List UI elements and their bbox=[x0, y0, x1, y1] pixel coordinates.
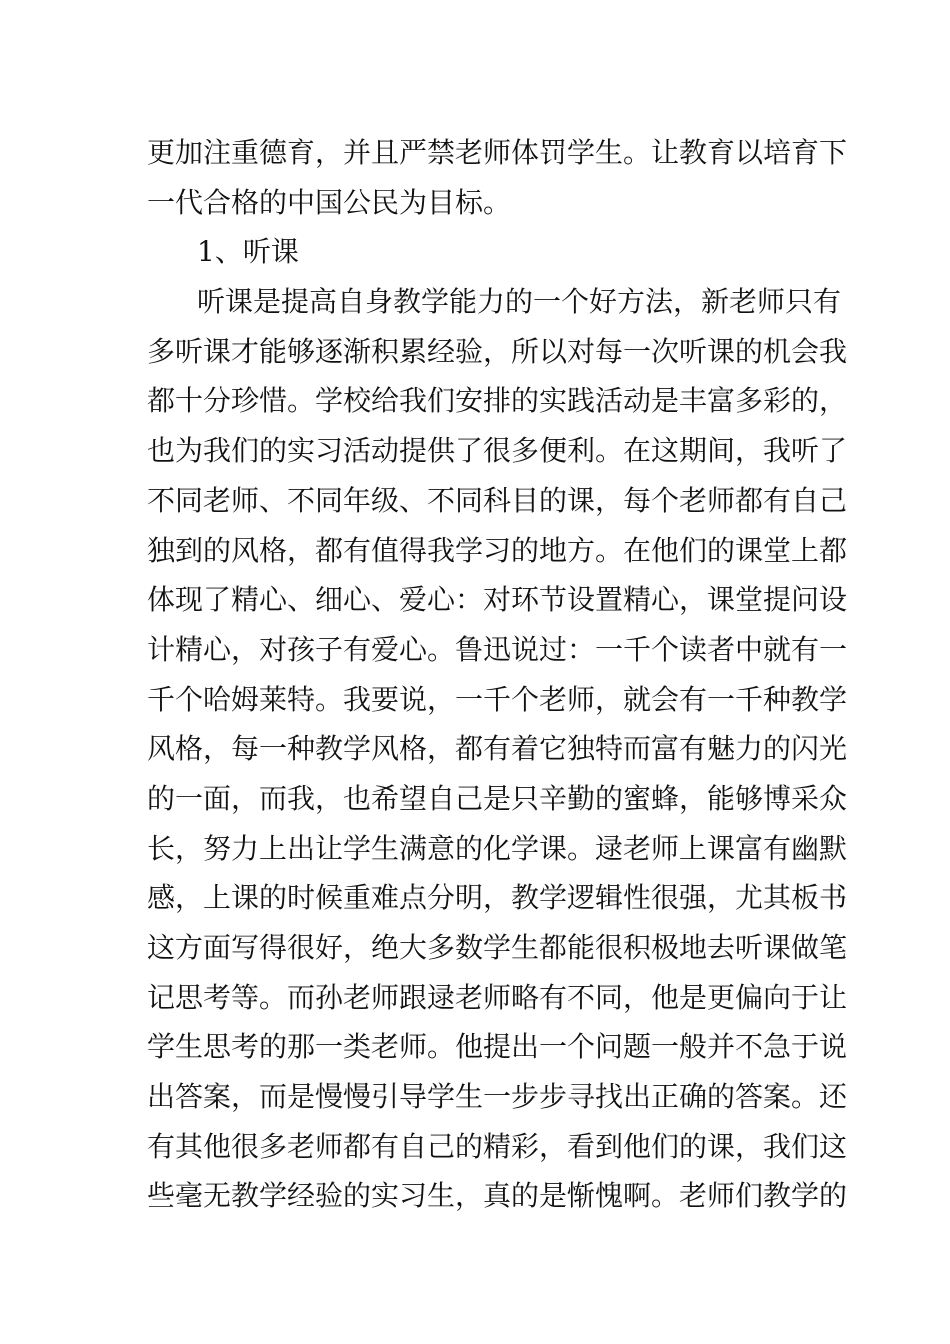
text-line: 出答案，而是慢慢引导学生一步步寻找出正确的答案。还 bbox=[147, 1080, 848, 1114]
text-line: 感，上课的时候重难点分明，教学逻辑性很强，尤其板书 bbox=[147, 881, 848, 915]
text-line: 一代合格的中国公民为目标。 bbox=[147, 185, 512, 219]
text-line: 听课是提高自身教学能力的一个好方法，新老师只有 bbox=[197, 285, 842, 319]
text-line: 的一面，而我，也希望自己是只辛勤的蜜蜂，能够博采众 bbox=[147, 781, 848, 815]
text-line: 这方面写得很好，绝大多数学生都能很积极地去听课做笔 bbox=[147, 931, 848, 964]
document-body bbox=[147, 128, 848, 1221]
text-line: 长，努力上出让学生满意的化学课。逯老师上课富有幽默 bbox=[147, 831, 848, 865]
text-line: 都十分珍惜。学校给我们安排的实践活动是丰富多彩的， bbox=[147, 384, 848, 418]
text-line: 风格，每一种教学风格，都有着它独特而富有魅力的闪光 bbox=[147, 732, 848, 766]
text-line: 有其他很多老师都有自己的精彩，看到他们的课，我们这 bbox=[147, 1129, 848, 1163]
text-line: 也为我们的实习活动提供了很多便利。在这期间，我听了 bbox=[147, 434, 848, 468]
section-heading: 1、听课 bbox=[197, 235, 299, 269]
text-line: 计精心，对孩子有爱心。鲁迅说过：一千个读者中就有一 bbox=[147, 632, 848, 666]
text-line: 更加注重德育，并且严禁老师体罚学生。让教育以培育下 bbox=[147, 136, 848, 169]
text-line: 千个哈姆莱特。我要说，一千个老师，就会有一千种教学 bbox=[147, 682, 848, 716]
text-line: 独到的风格，都有值得我学习的地方。在他们的课堂上都 bbox=[147, 533, 848, 567]
text-line: 学生思考的那一类老师。他提出一个问题一般并不急于说 bbox=[147, 1030, 848, 1064]
text-line: 些毫无教学经验的实习生，真的是惭愧啊。老师们教学的 bbox=[147, 1179, 848, 1213]
text-line: 多听课才能够逐渐积累经验，所以对每一次听课的机会我 bbox=[147, 334, 848, 368]
text-line: 不同老师、不同年级、不同科目的课，每个老师都有自己 bbox=[147, 483, 848, 517]
text-line: 记思考等。而孙老师跟逯老师略有不同，他是更偏向于让 bbox=[147, 980, 848, 1014]
text-line: 体现了精心、细心、爱心：对环节设置精心，课堂提问设 bbox=[147, 583, 848, 617]
